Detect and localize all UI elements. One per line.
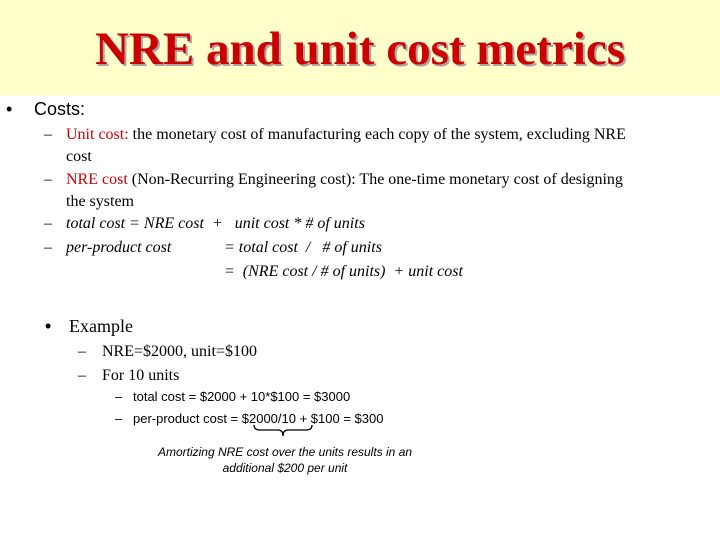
dash-nre-cost: – [44,171,52,188]
unit-cost-term: Unit cost: [66,126,129,143]
dash-per-product: – [44,239,52,256]
total-cost-formula: total cost = NRE cost + unit cost * # of units [66,215,365,232]
unit-cost-line1 [66,124,626,146]
example-for-units: For 10 units [102,367,180,384]
bullet-costs: • [6,99,13,119]
dash-unit-cost: – [44,126,52,143]
dash-for-units: – [78,367,86,384]
example-heading: Example [69,316,133,336]
per-product-formula1: = total cost / # of units [224,239,382,256]
example-total-calc: total cost = $2000 + 10*$100 = $3000 [133,389,351,404]
amortizing-note: Amortizing NRE cost over the units results in an additional $200 per unit [157,445,413,475]
per-product-label: per-product cost [66,239,172,256]
example-nre-line: NRE=$2000, unit=$100 [102,343,257,360]
slide-title: NRE and unit cost metrics [94,23,626,75]
bullet-example: • [45,316,52,336]
example-per-product-calc: per-product cost = $2000/10 + $100 = $300 [133,411,384,426]
dash-total-calc: – [115,389,123,404]
costs-heading: Costs: [34,99,86,119]
unit-cost-line2: cost [66,148,92,165]
unit-cost-def: the monetary cost of manufacturing each copy of the system, excluding NRE [128,126,626,143]
nre-cost-line2: the system [66,193,134,210]
nre-cost-def: (Non-Recurring Engineering cost): The one-time monetary cost of designing [127,171,623,188]
dash-nre-line: – [78,343,86,360]
dash-total-cost: – [44,215,52,232]
brace-annotation-icon [252,424,314,438]
nre-cost-term: NRE cost [66,171,128,188]
per-product-formula2: = (NRE cost / # of units) + unit cost [224,263,463,280]
nre-cost-line1 [66,169,623,191]
dash-per-product-calc: – [115,411,123,426]
